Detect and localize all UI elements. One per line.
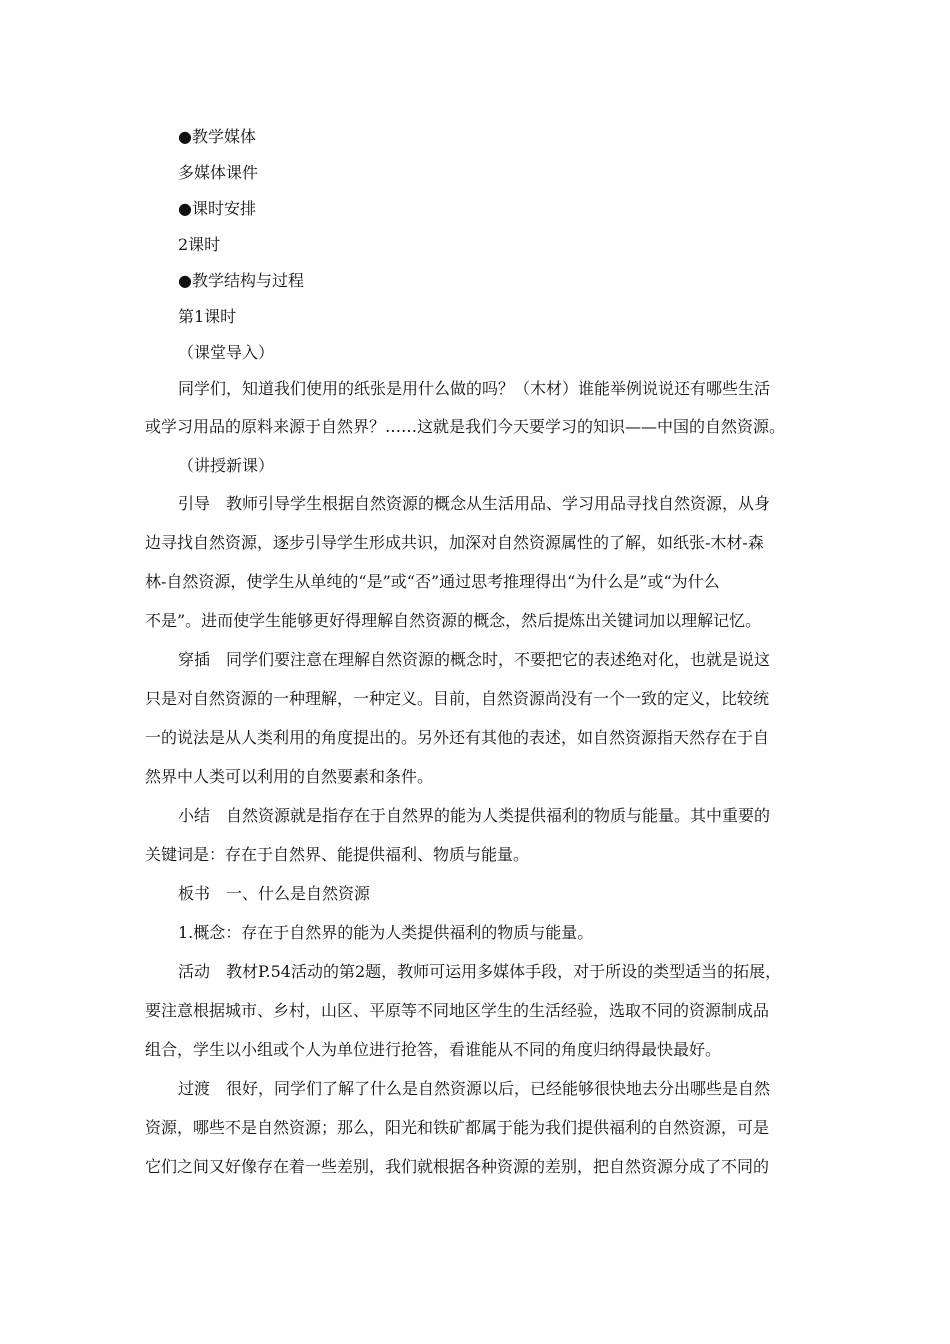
paragraph-line: 不是”。进而使学生能够更好得理解自然资源的概念，然后提炼出关键词加以理解记忆。 bbox=[145, 611, 762, 630]
paragraph-line: 板书 一、什么是自然资源 bbox=[178, 884, 371, 903]
text-line: 多媒体课件 bbox=[178, 163, 259, 182]
section-heading-teaching-media: ●教学媒体 bbox=[178, 127, 256, 146]
paragraph-line: 它们之间又好像存在着一些差别，我们就根据各种资源的差别，把自然资源分成了不同的 bbox=[145, 1157, 770, 1176]
paragraph-line: 边寻找自然资源，逐步引导学生形成共识，加深对自然资源属性的了解，如纸张-木材-森 bbox=[145, 533, 764, 552]
subheading-first-lesson: 第1课时 bbox=[178, 307, 237, 326]
paragraph-line: 过渡 很好，同学们了解了什么是自然资源以后，已经能够很快地去分出哪些是自然 bbox=[178, 1079, 771, 1098]
paragraph-line: 资源，哪些不是自然资源；那么，阳光和铁矿都属于能为我们提供福利的自然资源，可是 bbox=[145, 1118, 770, 1137]
paragraph-line: 关键词是：存在于自然界、能提供福利、物质与能量。 bbox=[145, 845, 530, 864]
subheading-new-lesson: （讲授新课） bbox=[178, 456, 275, 475]
paragraph-line: 组合，学生以小组或个人为单位进行抢答，看谁能从不同的角度归纳得最快最好。 bbox=[145, 1040, 722, 1059]
subheading-class-intro: （课堂导入） bbox=[178, 343, 275, 362]
paragraph-line: 穿插 同学们要注意在理解自然资源的概念时，不要把它的表述绝对化，也就是说这 bbox=[178, 650, 771, 669]
paragraph-line: 要注意根据城市、乡村，山区、平原等不同地区学生的生活经验，选取不同的资源制成品 bbox=[145, 1001, 770, 1020]
paragraph-line: 小结 自然资源就是指存在于自然界的能为人类提供福利的物质与能量。其中重要的 bbox=[178, 806, 771, 825]
text-line: 2课时 bbox=[178, 235, 221, 254]
paragraph-line: 1.概念：存在于自然界的能为人类提供福利的物质与能量。 bbox=[178, 923, 594, 942]
paragraph-line: 引导 教师引导学生根据自然资源的概念从生活用品、学习用品寻找自然资源，从身 bbox=[178, 494, 771, 513]
paragraph-line: 只是对自然资源的一种理解，一种定义。目前，自然资源尚没有一个一致的定义，比较统 bbox=[145, 689, 770, 708]
paragraph-line: 或学习用品的原料来源于自然界？……这就是我们今天要学习的知识——中国的自然资源。 bbox=[145, 417, 786, 436]
paragraph-line: 活动 教材P.54活动的第2题，教师可运用多媒体手段，对于所设的类型适当的拓展， bbox=[178, 962, 782, 981]
paragraph-line: 一的说法是从人类利用的角度提出的。另外还有其他的表述，如自然资源指天然存在于自 bbox=[145, 728, 770, 747]
paragraph-line: 然界中人类可以利用的自然要素和条件。 bbox=[145, 767, 434, 786]
section-heading-teaching-structure: ●教学结构与过程 bbox=[178, 271, 304, 290]
paragraph-line: 同学们，知道我们使用的纸张是用什么做的吗？（木材）谁能举例说说还有哪些生活 bbox=[178, 379, 771, 398]
section-heading-class-hours: ●课时安排 bbox=[178, 199, 256, 218]
paragraph-line: 林-自然资源，使学生从单纯的“是”或“否”通过思考推理得出“为什么是”或“为什么 bbox=[145, 572, 720, 591]
